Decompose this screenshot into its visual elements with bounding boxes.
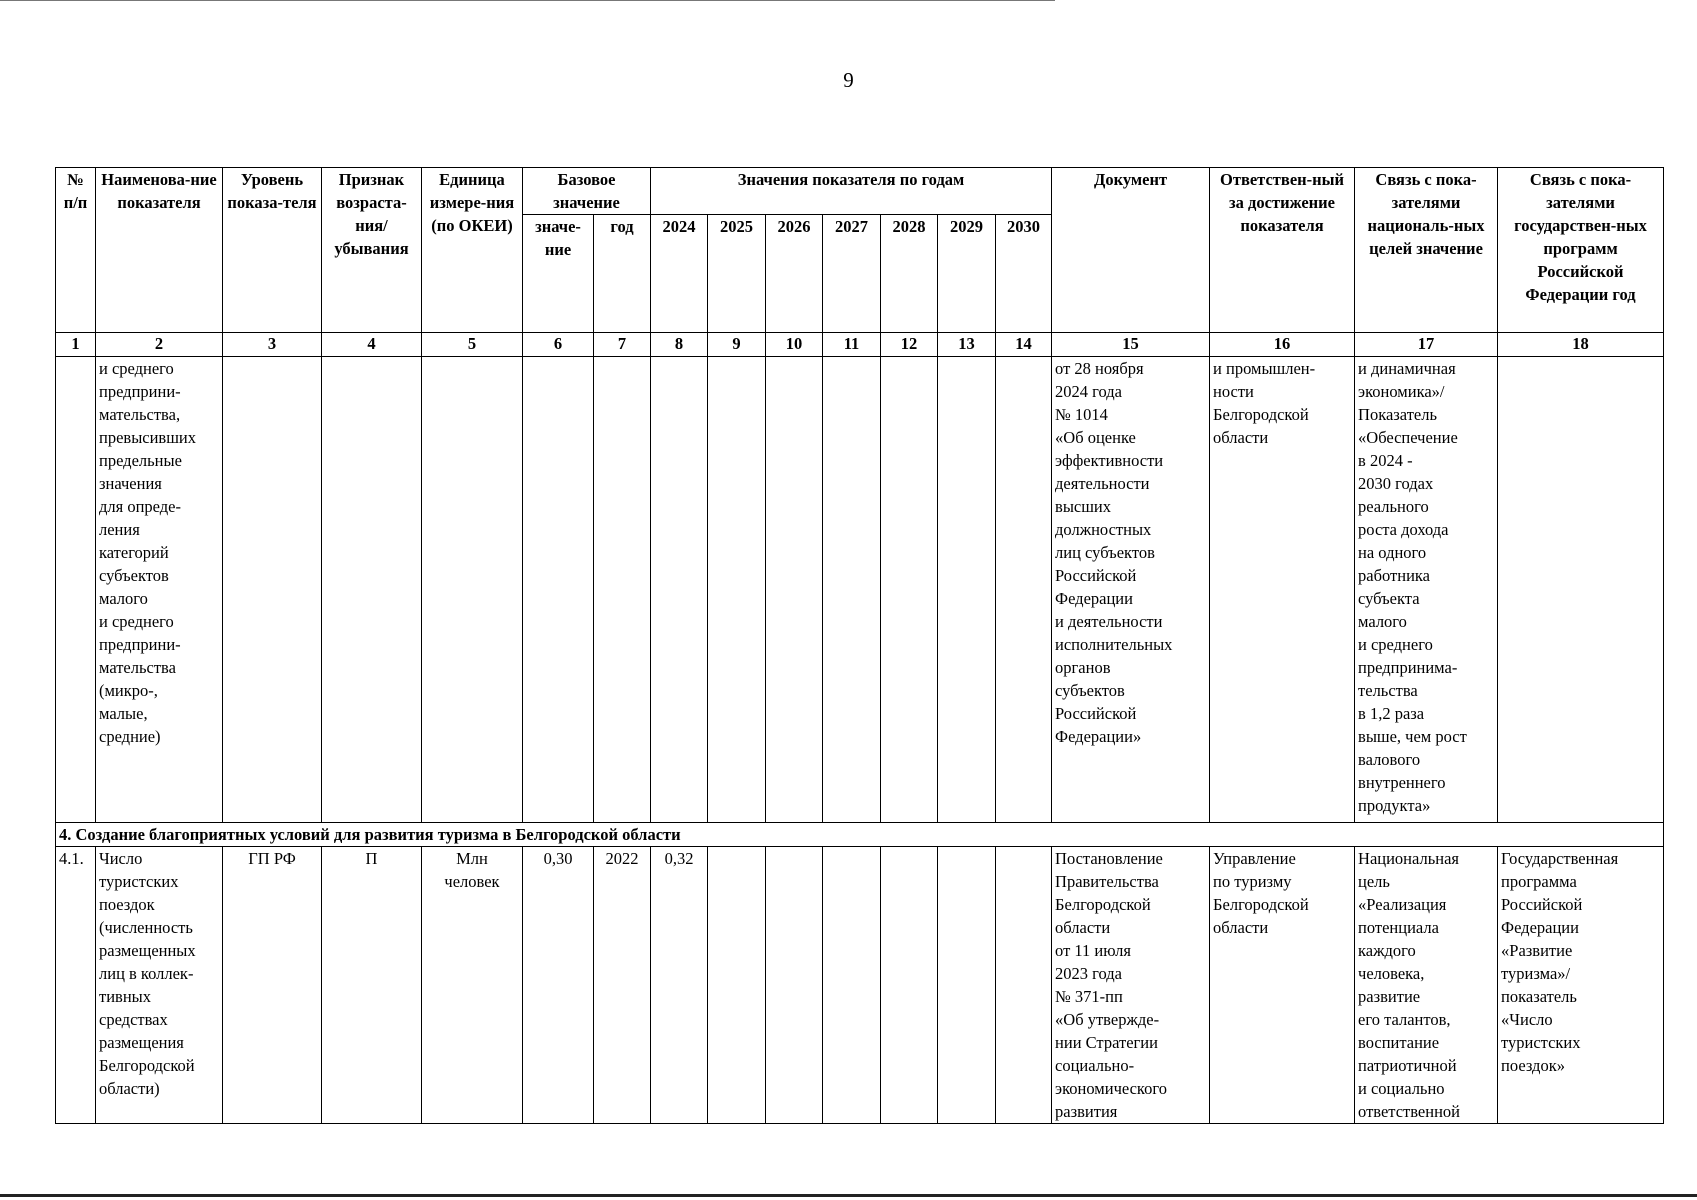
cell-base-value: 0,30	[523, 847, 594, 1124]
cell-state: Государственная программа Российской Федерации «Развитие туризма»/ показатель «Число туристских поездок»	[1498, 847, 1664, 1124]
cell-name: Число туристских поездок (численность размещенных лиц в коллек- тивных средствах размещения Белгородской области)	[96, 847, 223, 1124]
column-number: 15	[1052, 333, 1210, 357]
header-year: 2030	[996, 215, 1052, 333]
cell-year-value	[881, 847, 938, 1124]
header-row-1	[56, 168, 1664, 215]
cell-year-value	[708, 847, 766, 1124]
cell-responsible: Управление по туризму Белгородской области	[1210, 847, 1355, 1124]
column-number: 7	[594, 333, 651, 357]
column-number: 8	[651, 333, 708, 357]
cell-level	[223, 357, 322, 823]
column-number: 14	[996, 333, 1052, 357]
header-document: Документ	[1052, 168, 1210, 333]
column-number: 5	[422, 333, 523, 357]
cell-sign: П	[322, 847, 422, 1124]
column-number: 16	[1210, 333, 1355, 357]
cell-year-value: 0,32	[651, 847, 708, 1124]
column-numbers-row	[56, 333, 1664, 357]
page-number: 9	[843, 68, 854, 92]
header-level: Уровень показа-теля	[223, 168, 322, 333]
cell-year-value	[823, 357, 881, 823]
column-number: 11	[823, 333, 881, 357]
cell-unit: Млн человек	[422, 847, 523, 1124]
cell-year-value	[766, 847, 823, 1124]
column-number: 3	[223, 333, 322, 357]
cell-document: от 28 ноября 2024 года № 1014 «Об оценке эффективности деятельности высших должностных лиц субъектов Российской Федерации и деятельности исполнительных органов субъектов Российской Федерации»	[1052, 357, 1210, 823]
cell-base-value	[523, 357, 594, 823]
header-unit: Единица измере-ния (по ОКЕИ)	[422, 168, 523, 333]
cell-year-value	[766, 357, 823, 823]
cell-base-year	[594, 357, 651, 823]
cell-national: Национальная цель «Реализация потенциала каждого человека, развитие его талантов, воспитание патриотичной и социально ответственной	[1355, 847, 1498, 1124]
header-year: 2026	[766, 215, 823, 333]
header-year: 2027	[823, 215, 881, 333]
cell-year-value	[708, 357, 766, 823]
cell-year-value	[881, 357, 938, 823]
column-number: 13	[938, 333, 996, 357]
column-number: 17	[1355, 333, 1498, 357]
header-base-value: значе-ние	[523, 215, 594, 333]
header-year: 2028	[881, 215, 938, 333]
cell-num: 4.1.	[56, 847, 96, 1124]
header-responsible: Ответствен-ный за достижение показателя	[1210, 168, 1355, 333]
cell-state	[1498, 357, 1664, 823]
cell-num	[56, 357, 96, 823]
column-number: 12	[881, 333, 938, 357]
cell-year-value	[938, 847, 996, 1124]
cell-year-value	[823, 847, 881, 1124]
header-num: № п/п	[56, 168, 96, 333]
header-state: Связь с пока-зателями государствен-ных программ Российской Федерации год	[1498, 168, 1664, 333]
column-number: 4	[322, 333, 422, 357]
column-number: 10	[766, 333, 823, 357]
header-name: Наименова-ние показателя	[96, 168, 223, 333]
section-row	[56, 823, 1664, 847]
header-year: 2029	[938, 215, 996, 333]
header-base: Базовое значение	[523, 168, 651, 215]
cell-unit	[422, 357, 523, 823]
column-number: 18	[1498, 333, 1664, 357]
section-title: 4. Создание благоприятных условий для развития туризма в Белгородской области	[56, 823, 1664, 847]
cell-year-value	[996, 357, 1052, 823]
top-rule	[0, 0, 1055, 1]
cell-year-value	[996, 847, 1052, 1124]
header-years-group: Значения показателя по годам	[651, 168, 1052, 215]
indicators-table	[55, 167, 1664, 1124]
cell-responsible: и промышлен- ности Белгородской области	[1210, 357, 1355, 823]
cell-year-value	[651, 357, 708, 823]
cell-national: и динамичная экономика»/ Показатель «Обеспечение в 2024 - 2030 годах реального роста дохода на одного работника субъекта малого и среднего предпринима- тельства в 1,2 раза выше, чем рост валового внутреннего продукта»	[1355, 357, 1498, 823]
column-number: 6	[523, 333, 594, 357]
cell-level: ГП РФ	[223, 847, 322, 1124]
header-year: 2024	[651, 215, 708, 333]
cell-name: и среднего предприни- мательства, превысивших предельные значения для опреде- ления категорий субъектов малого и среднего предприни- мательства (микро-, малые, средние)	[96, 357, 223, 823]
header-sign: Признак возраста-ния/ убывания	[322, 168, 422, 333]
column-number: 1	[56, 333, 96, 357]
column-number: 9	[708, 333, 766, 357]
bottom-rule	[0, 1194, 1697, 1197]
header-year: 2025	[708, 215, 766, 333]
cell-year-value	[938, 357, 996, 823]
header-base-year: год	[594, 215, 651, 333]
column-number: 2	[96, 333, 223, 357]
table-row	[56, 357, 1664, 823]
cell-base-year: 2022	[594, 847, 651, 1124]
header-national: Связь с пока-зателями националь-ных целей значение	[1355, 168, 1498, 333]
cell-sign	[322, 357, 422, 823]
cell-document: Постановление Правительства Белгородской области от 11 июля 2023 года № 371-пп «Об утвержде- нии Стратегии социально- экономического развития	[1052, 847, 1210, 1124]
table-row	[56, 847, 1664, 1124]
